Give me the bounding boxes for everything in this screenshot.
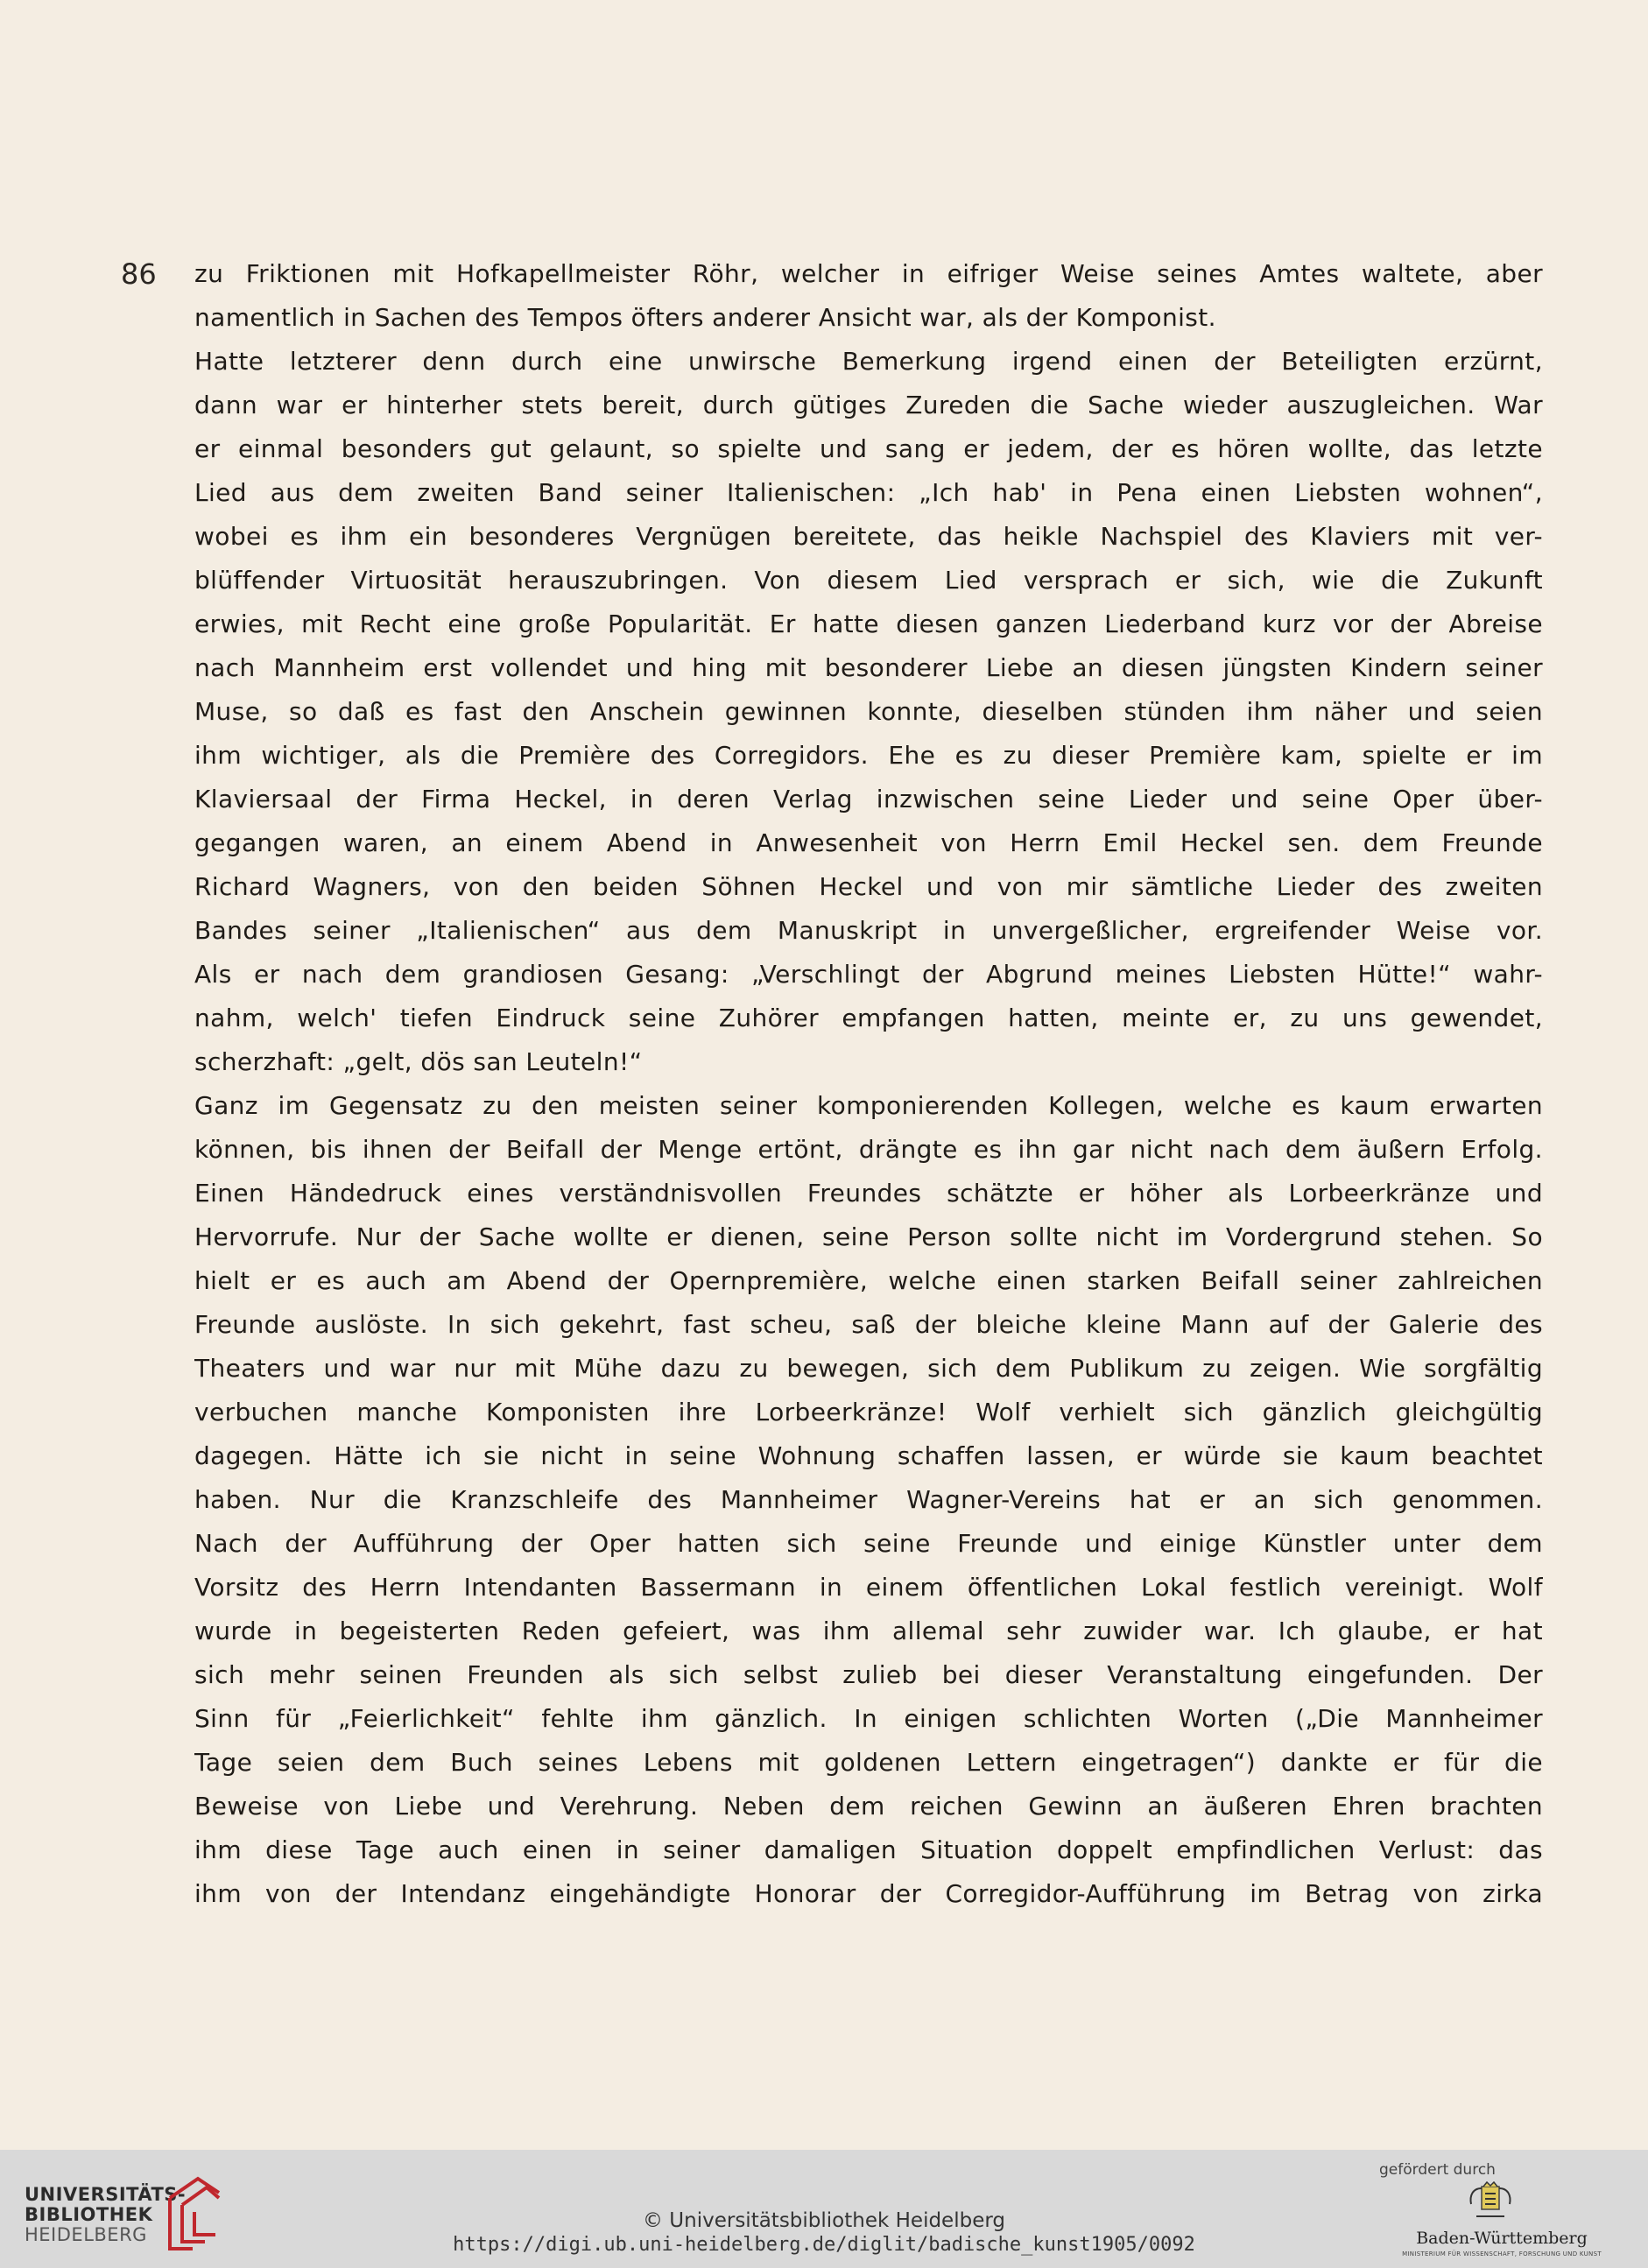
text-line: erwies, mit Recht eine große Popularität. Er hatte diesen ganzen Liederband kurz vor der Abreise [194, 609, 1543, 638]
text-line: hielt er es auch am Abend der Opernpremière, welche einen starken Beifall seiner zahlreichen [194, 1266, 1543, 1295]
text-line: Beweise von Liebe und Verehrung. Neben dem reichen Gewinn an äußeren Ehren brachten [194, 1792, 1543, 1821]
library-name-line2: BIBLIOTHEK [25, 2204, 153, 2225]
text-line: zu Friktionen mit Hofkapellmeister Röhr, welcher in eifriger Weise seines Amtes waltete, aber [194, 259, 1543, 288]
text-line: Nach der Aufführung der Oper hatten sich seine Freunde und einige Künstler unter dem [194, 1529, 1543, 1558]
body-text [194, 252, 1543, 1916]
text-line: wurde in begeisterten Reden gefeiert, was ihm allemal sehr zuwider war. Ich glaube, er hat [194, 1616, 1543, 1645]
text-line: namentlich in Sachen des Tempos öfters anderer Ansicht war, als der Komponist. [194, 303, 1216, 332]
text-line: Bandes seiner „Italienischen“ aus dem Manuskript in unvergeßlicher, ergreifender Weise vor. [194, 916, 1543, 945]
text-line: Lied aus dem zweiten Band seiner Italienischen: „Ich hab' in Pena einen Liebsten wohnen“, [194, 478, 1543, 507]
funder-name: Baden-Württemberg [1416, 2229, 1588, 2248]
text-line: Muse, so daß es fast den Anschein gewinnen konnte, dieselben stünden ihm näher und seien [194, 697, 1543, 726]
text-line: Theaters und war nur mit Mühe dazu zu bewegen, sich dem Publikum zu zeigen. Wie sorgfältig [194, 1354, 1543, 1383]
text-line: er einmal besonders gut gelaunt, so spielte und sang er jedem, der es hören wollte, das letzte [194, 434, 1543, 463]
text-line: Ganz im Gegensatz zu den meisten seiner komponierenden Kollegen, welche es kaum erwarten [194, 1091, 1543, 1120]
text-line: Richard Wagners, von den beiden Söhnen Heckel und von mir sämtliche Lieder des zweiten [194, 872, 1543, 901]
text-line: ihm von der Intendanz eingehändigte Honorar der Corregidor-Aufführung im Betrag von zirka [194, 1879, 1543, 1908]
copyright-notice: © Universitätsbibliothek Heidelberg [642, 2209, 1005, 2232]
text-line: Tage seien dem Buch seines Lebens mit goldenen Lettern eingetragen“) dankte er für die [194, 1748, 1543, 1777]
text-line: Einen Händedruck eines verständnisvollen Freundes schätzte er höher als Lorbeerkränze und [194, 1179, 1543, 1208]
funding-label: gefördert durch [1379, 2161, 1496, 2179]
page-number: 86 [121, 257, 157, 291]
text-line: gegangen waren, an einem Abend in Anwesenheit von Herrn Emil Heckel sen. dem Freunde [194, 828, 1543, 857]
text-line: haben. Nur die Kranzschleife des Mannheimer Wagner-Vereins hat er an sich genommen. [194, 1485, 1543, 1514]
text-line: sich mehr seinen Freunden als sich selbst zulieb bei dieser Veranstaltung eingefunden. Der [194, 1660, 1543, 1689]
text-line: Klaviersaal der Firma Heckel, in deren Verlag inzwischen seine Lieder und seine Oper über- [194, 785, 1543, 814]
text-line: wobei es ihm ein besonderes Vergnügen bereitete, das heikle Nachspiel des Klaviers mit ver- [194, 522, 1543, 551]
library-name-line1: UNIVERSITÄTS- [25, 2184, 187, 2205]
funder-ministry: MINISTERIUM FÜR WISSENSCHAFT, FORSCHUNG UND KUNST [1402, 2250, 1602, 2257]
library-name-line3: HEIDELBERG [25, 2224, 147, 2245]
text-line: nach Mannheim erst vollendet und hing mit besonderer Liebe an diesen jüngsten Kindern seiner [194, 653, 1543, 682]
text-line: Vorsitz des Herrn Intendanten Bassermann in einem öffentlichen Lokal festlich vereinigt. Wolf [194, 1573, 1543, 1602]
text-line: Freunde auslöste. In sich gekehrt, fast scheu, saß der bleiche kleine Mann auf der Galerie des [194, 1310, 1543, 1339]
text-line: Als er nach dem grandiosen Gesang: „Verschlingt der Abgrund meines Liebsten Hütte!“ wahr- [194, 960, 1543, 989]
text-line: dagegen. Hätte ich sie nicht in seine Wohnung schaffen lassen, er würde sie kaum beachtet [194, 1441, 1543, 1470]
text-line: Sinn für „Feierlichkeit“ fehlte ihm gänzlich. In einigen schlichten Worten („Die Mannheimer [194, 1704, 1543, 1733]
text-line: Hatte letzterer denn durch eine unwirsche Bemerkung irgend einen der Beteiligten erzürnt, [194, 347, 1543, 376]
baden-wuerttemberg-crest-icon [1464, 2181, 1517, 2223]
text-line: blüffender Virtuosität herauszubringen. Von diesem Lied versprach er sich, wie die Zukunft [194, 566, 1543, 595]
text-line: ihm diese Tage auch einen in seiner damaligen Situation doppelt empfindlichen Verlust: das [194, 1835, 1543, 1864]
text-line: scherzhaft: „gelt, dös san Leuteln!“ [194, 1047, 643, 1076]
permalink-url[interactable]: https://digi.ub.uni-heidelberg.de/diglit/badische_kunst1905/0092 [453, 2234, 1195, 2256]
viewer-footer [0, 2150, 1648, 2268]
text-line: Hervorrufe. Nur der Sache wollte er dienen, seine Person sollte nicht im Vordergrund stehen. So [194, 1222, 1543, 1251]
text-line: dann war er hinterher stets bereit, durch gütiges Zureden die Sache wieder auszugleichen. War [194, 391, 1543, 419]
text-line: nahm, welch' tiefen Eindruck seine Zuhörer empfangen hatten, meinte er, zu uns gewendet, [194, 1004, 1543, 1032]
text-line: verbuchen manche Komponisten ihre Lorbeerkränze! Wolf verhielt sich gänzlich gleichgültig [194, 1398, 1543, 1426]
text-line: ihm wichtiger, als die Première des Corregidors. Ehe es zu dieser Première kam, spielte er im [194, 741, 1543, 770]
text-line: können, bis ihnen der Beifall der Menge ertönt, drängte es ihn gar nicht nach dem äußern Erfolg. [194, 1135, 1543, 1164]
